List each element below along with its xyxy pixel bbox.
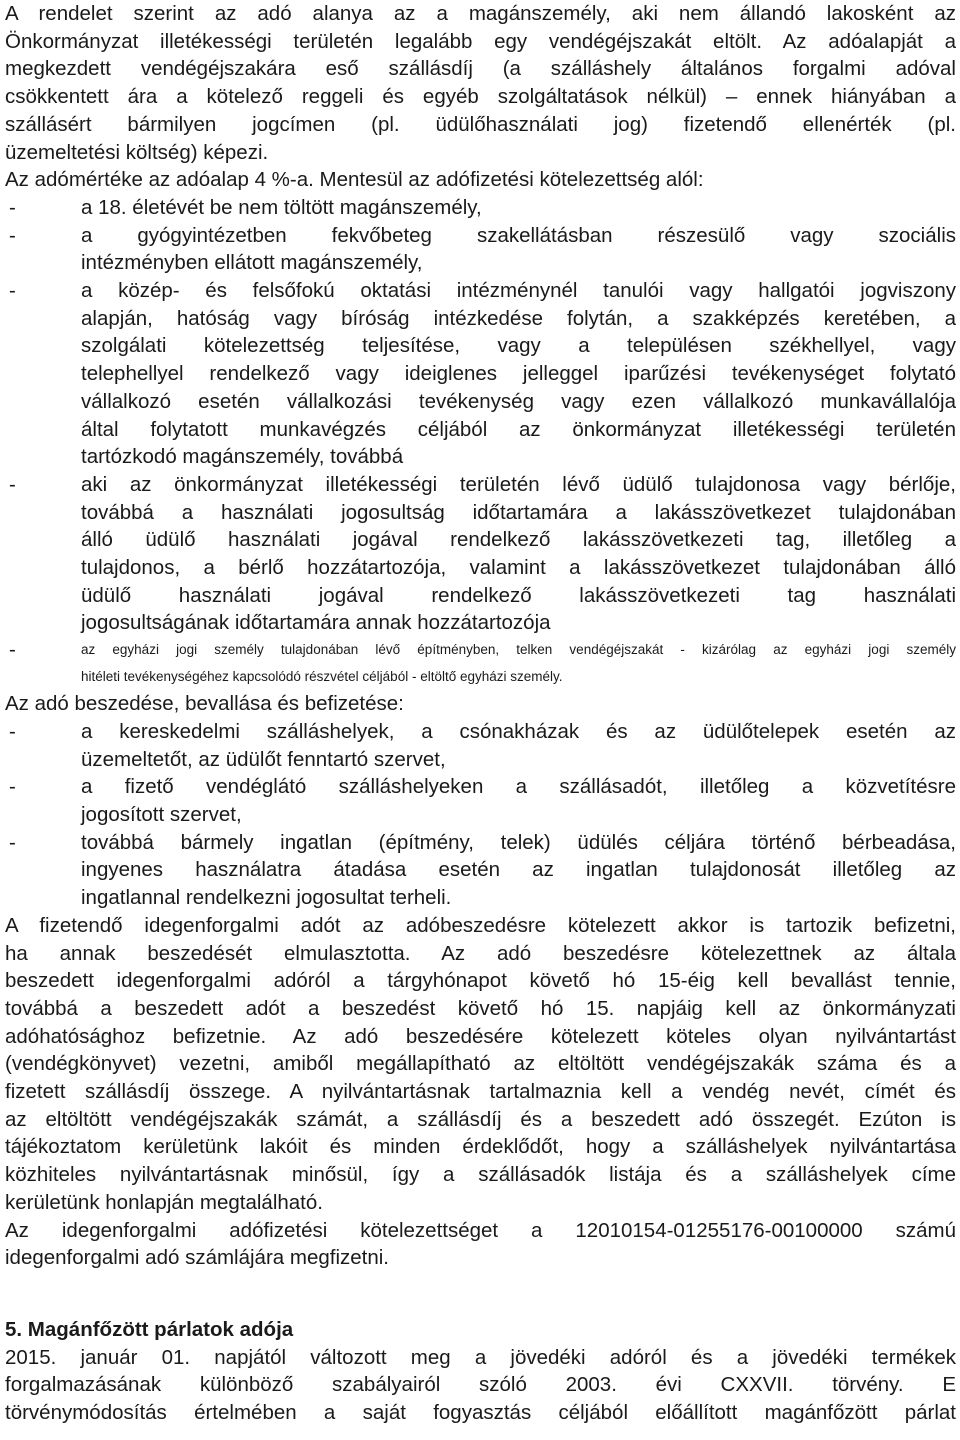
intro-paragraph	[5, 0, 956, 166]
text-line: forgalmazásának különböző szabályairól szóló 2003. évi CXXVII. törvény. E	[5, 1373, 956, 1397]
text-line: üzemeltetőt, az üdülőt fenntartó szervet,	[81, 747, 446, 771]
collector-item	[5, 718, 956, 773]
text-line: a fizető vendéglátó szálláshelyeken a szállásadót, illetőleg a közvetítésre	[81, 775, 956, 799]
text-line: Önkormányzat illetékességi területén legalább egy vendégéjszakát eltölt. Az adóalapját a	[5, 29, 956, 53]
section-spacer	[5, 1272, 956, 1316]
text-line: A fizetendő idegenforgalmi adót az adóbeszedésre kötelezett akkor is tartozik befizetni,	[5, 913, 956, 937]
text-line: szolgálati kötelezettség teljesítése, vagy a településen székhellyel, vagy	[81, 334, 956, 358]
exemption-list	[5, 194, 956, 690]
text-line: A rendelet szerint az adó alanya az a magánszemély, aki nem állandó lakosként az	[5, 2, 956, 25]
text-line: megkezdett vendégéjszakára eső szállásdíj (a szálláshely általános forgalmi adóval	[5, 57, 956, 81]
text-line: (vendégkönyvet) vezetni, amiből megállapítható az eltöltött vendégéjszakák száma és a	[5, 1052, 956, 1076]
text-line: által folytatott munkavégzés céljából az önkormányzat illetékességi területén	[81, 417, 956, 441]
rate-line: Az adómértéke az adóalap 4 %-a. Mentesül az adófizetési kötelezettség alól:	[5, 168, 704, 192]
exemption-item	[5, 194, 956, 222]
exemption-item	[5, 222, 956, 277]
text-line: az eltöltött vendégéjszakák számát, a szállásdíj és a beszedett adó összegét. Ezúton is	[5, 1107, 956, 1131]
collector-list	[5, 718, 956, 912]
text-line: üzemeltetési költség) képezi.	[5, 140, 269, 164]
exemption-item	[5, 471, 956, 637]
text-line: ha annak beszedését elmulasztotta. Az adó beszedésre kötelezettnek az általa	[5, 941, 956, 965]
text-line: aki az önkormányzat illetékességi területén lévő üdülő tulajdonosa vagy bérlője,	[81, 472, 956, 496]
exemption-item	[5, 277, 956, 471]
dash-marker: -	[9, 638, 16, 662]
text-line: tájékoztatom kerületünk lakóit és minden érdeklődőt, hogy a szálláshelyek nyilvántartása	[5, 1135, 956, 1159]
collection-heading: Az adó beszedése, bevallása és befizetése:	[5, 692, 404, 716]
text-line: ingatlannal rendelkezni jogosultat terheli.	[81, 886, 452, 910]
text-line: jogosultságának időtartamára annak hozzátartozója	[81, 611, 551, 635]
text-line: tulajdonos, a bérlő hozzátartozója, valamint a lakásszövetkezet tulajdonában álló	[81, 556, 956, 580]
text-line: továbbá bármely ingatlan (építmény, telek) üdülés céljára történő bérbeadása,	[81, 830, 956, 854]
dash-marker: -	[9, 830, 16, 854]
text-line: telephellyel rendelkező vagy ideiglenes jelleggel iparűzési tevékenységet folytató	[81, 362, 956, 386]
dash-marker: -	[9, 279, 16, 303]
text-line: üdülő használati jogával rendelkező lakásszövetkezeti tag használati	[81, 583, 956, 607]
collector-item	[5, 773, 956, 828]
text-line: tartózkodó magánszemély, továbbá	[81, 445, 404, 469]
text-line: beszedett idegenforgalmi adóról a tárgyhónapot követő hó 15-éig kell bevallást tennie,	[5, 969, 956, 993]
text-line: ingyenes használatra átadása esetén az ingatlan tulajdonosát illetőleg az	[81, 858, 956, 882]
church-exemption-item	[5, 637, 956, 690]
section-5	[5, 1316, 956, 1427]
document-page	[5, 0, 956, 1427]
text-line: idegenforgalmi adó számlájára megfizetni.	[5, 1246, 390, 1270]
account-paragraph	[5, 1217, 956, 1272]
text-line: a kereskedelmi szálláshelyek, a csónakházak és az üdülőtelepek esetén az	[81, 719, 956, 743]
text-line: Az idegenforgalmi adófizetési kötelezettséget a 12010154-01255176-00100000 számú	[5, 1218, 956, 1242]
dash-marker: -	[9, 719, 16, 743]
dash-marker: -	[9, 195, 16, 219]
text-line: továbbá a használati jogosultság időtartamára a lakásszövetkezet tulajdonában	[81, 500, 956, 524]
text-line: álló üdülő használati jogával rendelkező lakásszövetkezeti tag, illetőleg a	[81, 528, 956, 552]
text-line: továbbá a beszedett adót a beszedést követő hó 15. napjáig kell az önkormányzati	[5, 996, 956, 1020]
text-line: a gyógyintézetben fekvőbeteg szakellátásban részesülő vagy szociális	[81, 223, 956, 247]
text-line: közhiteles nyilvántartásnak minősül, így a szállásadók listája és a szálláshelyek címe	[5, 1163, 956, 1187]
collector-item	[5, 829, 956, 912]
text-line: adóhatósághoz befizetnie. Az adó beszedésére kötelezett köteles olyan nyilvántartást	[5, 1024, 956, 1048]
payment-paragraph	[5, 912, 956, 1217]
text-line: kerületünk honlapján megtalálható.	[5, 1190, 323, 1214]
dash-marker: -	[9, 223, 16, 247]
section-heading: 5. Magánfőzött párlatok adója	[5, 1317, 294, 1341]
text-line: szállásért bármilyen jogcímen (pl. üdülőhasználati jog) fizetendő ellenérték (pl.	[5, 112, 956, 136]
text-line: hitéleti tevékenységéhez kapcsolódó részvétel céljából - eltöltő egyházi személy.	[81, 668, 563, 684]
dash-marker: -	[9, 775, 16, 799]
text-line: 2015. január 01. napjától változott meg a jövedéki adóról és a jövedéki termékek	[5, 1345, 956, 1369]
text-line: csökkentett ára a kötelező reggeli és egyéb szolgáltatások nélkül) – ennek hiányában a	[5, 85, 956, 109]
text-line: alapján, hatóság vagy bíróság intézkedése folytán, a szakképzés keretében, a	[81, 306, 956, 330]
text-line: vállalkozó esetén vállalkozási tevékenység vagy ezen vállalkozó munkavállalója	[81, 389, 956, 413]
text-line: intézményben ellátott magánszemély,	[81, 251, 423, 275]
text-line: fizetett szállásdíj összege. A nyilvántartásnak tartalmaznia kell a vendég nevét, címét és	[5, 1080, 956, 1104]
dash-marker: -	[9, 472, 16, 496]
text-line: a közép- és felsőfokú oktatási intézménynél tanulói vagy hallgatói jogviszony	[81, 279, 956, 303]
text-line: törvénymódosítás értelmében a saját fogyasztás céljából előállított magánfőzött párlat	[5, 1401, 956, 1425]
text-line: az egyházi jogi személy tulajdonában lévő építményben, telken vendégéjszakát - kizárólag az egyházi jogi személy	[81, 642, 956, 658]
text-line: a 18. életévét be nem töltött magánszemély,	[81, 195, 482, 219]
text-line: jogosított szervet,	[81, 802, 242, 826]
